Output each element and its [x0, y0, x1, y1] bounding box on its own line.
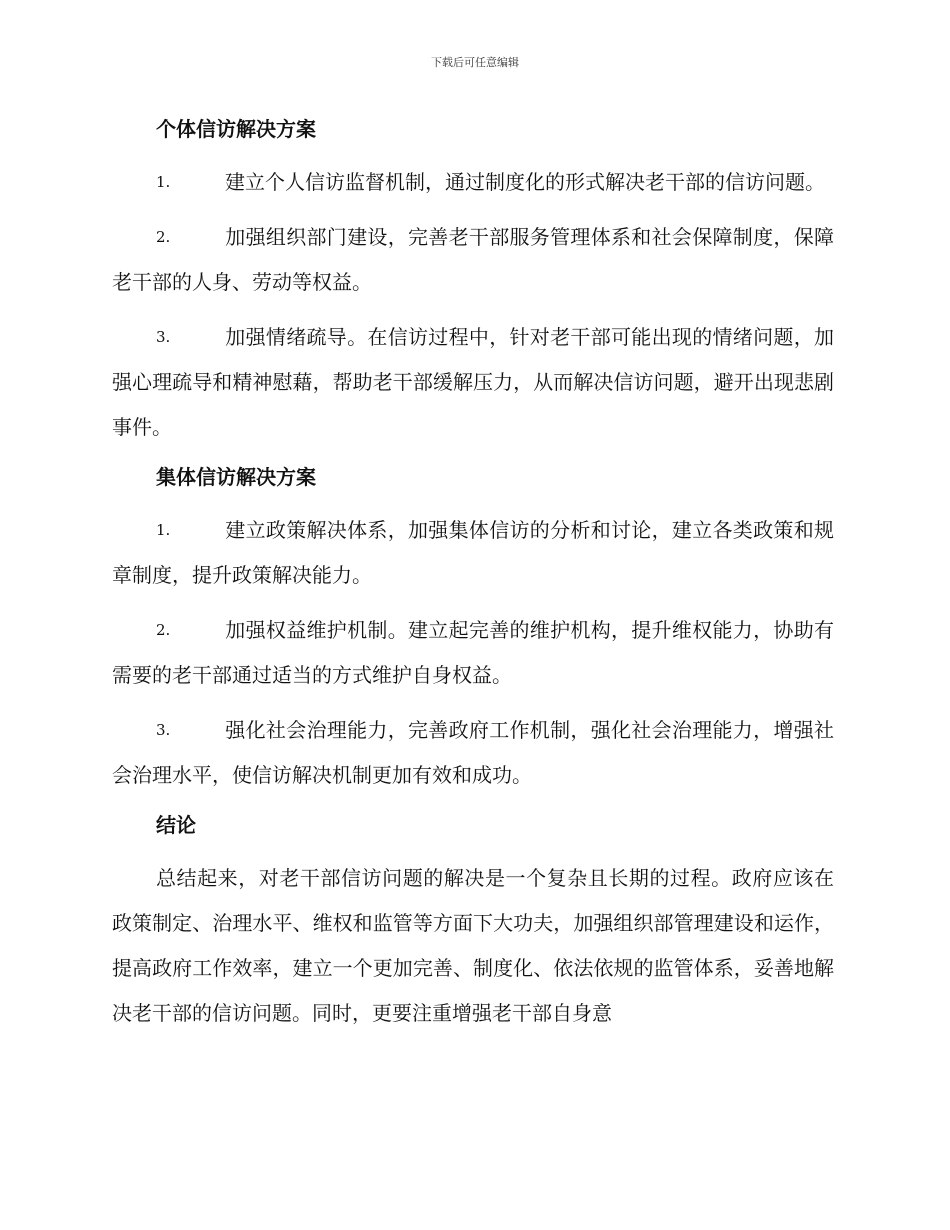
section-heading-collective: 集体信访解决方案 [156, 465, 316, 489]
item-number: 3. [156, 328, 171, 346]
item-text: 加强组织部门建设，完善老干部服务管理体系和社会保障制度，保障老干部的人身、劳动等权益。 [112, 225, 834, 294]
item-text: 加强情绪疏导。在信访过程中，针对老干部可能出现的情绪问题，加强心理疏导和精神慰藉，帮助老干部缓解压力，从而解决信访问题，避开出现悲剧事件。 [112, 325, 834, 439]
conclusion-paragraph: 总结起来，对老干部信访问题的解决是一个复杂且长期的过程。政府应该在政策制定、治理水平、维权和监管等方面下大功夫，加强组织部管理建设和运作，提高政府工作效率，建立一个更加完善、制度化、依法依规的监管体系，妥善地解决老干部的信访问题。同时，更要注重增强老干部自身意 [112, 866, 834, 1025]
item-text: 建立个人信访监督机制，通过制度化的形式解决老干部的信访问题。 [225, 170, 825, 194]
header-note: 下载后可任意编辑 [431, 56, 519, 69]
item-number: 2. [156, 621, 171, 639]
list-item [112, 160, 834, 205]
list-item [112, 508, 834, 598]
item-number: 2. [156, 228, 171, 246]
document-body [112, 112, 834, 1036]
list-item [112, 608, 834, 698]
item-text: 建立政策解决体系，加强集体信访的分析和讨论，建立各类政策和规章制度，提升政策解决能力。 [112, 518, 834, 587]
item-number: 3. [156, 721, 171, 739]
section-heading-conclusion: 结论 [156, 813, 196, 837]
list-item [112, 708, 834, 798]
item-number: 1. [156, 173, 171, 191]
item-text: 强化社会治理能力，完善政府工作机制，强化社会治理能力，增强社会治理水平，使信访解决机制更加有效和成功。 [112, 718, 834, 787]
item-text: 加强权益维护机制。建立起完善的维护机构，提升维权能力，协助有需要的老干部通过适当的方式维护自身权益。 [112, 618, 834, 687]
section-heading-individual: 个体信访解决方案 [156, 117, 316, 141]
list-item [112, 315, 834, 450]
list-item [112, 215, 834, 305]
item-number: 1. [156, 521, 171, 539]
